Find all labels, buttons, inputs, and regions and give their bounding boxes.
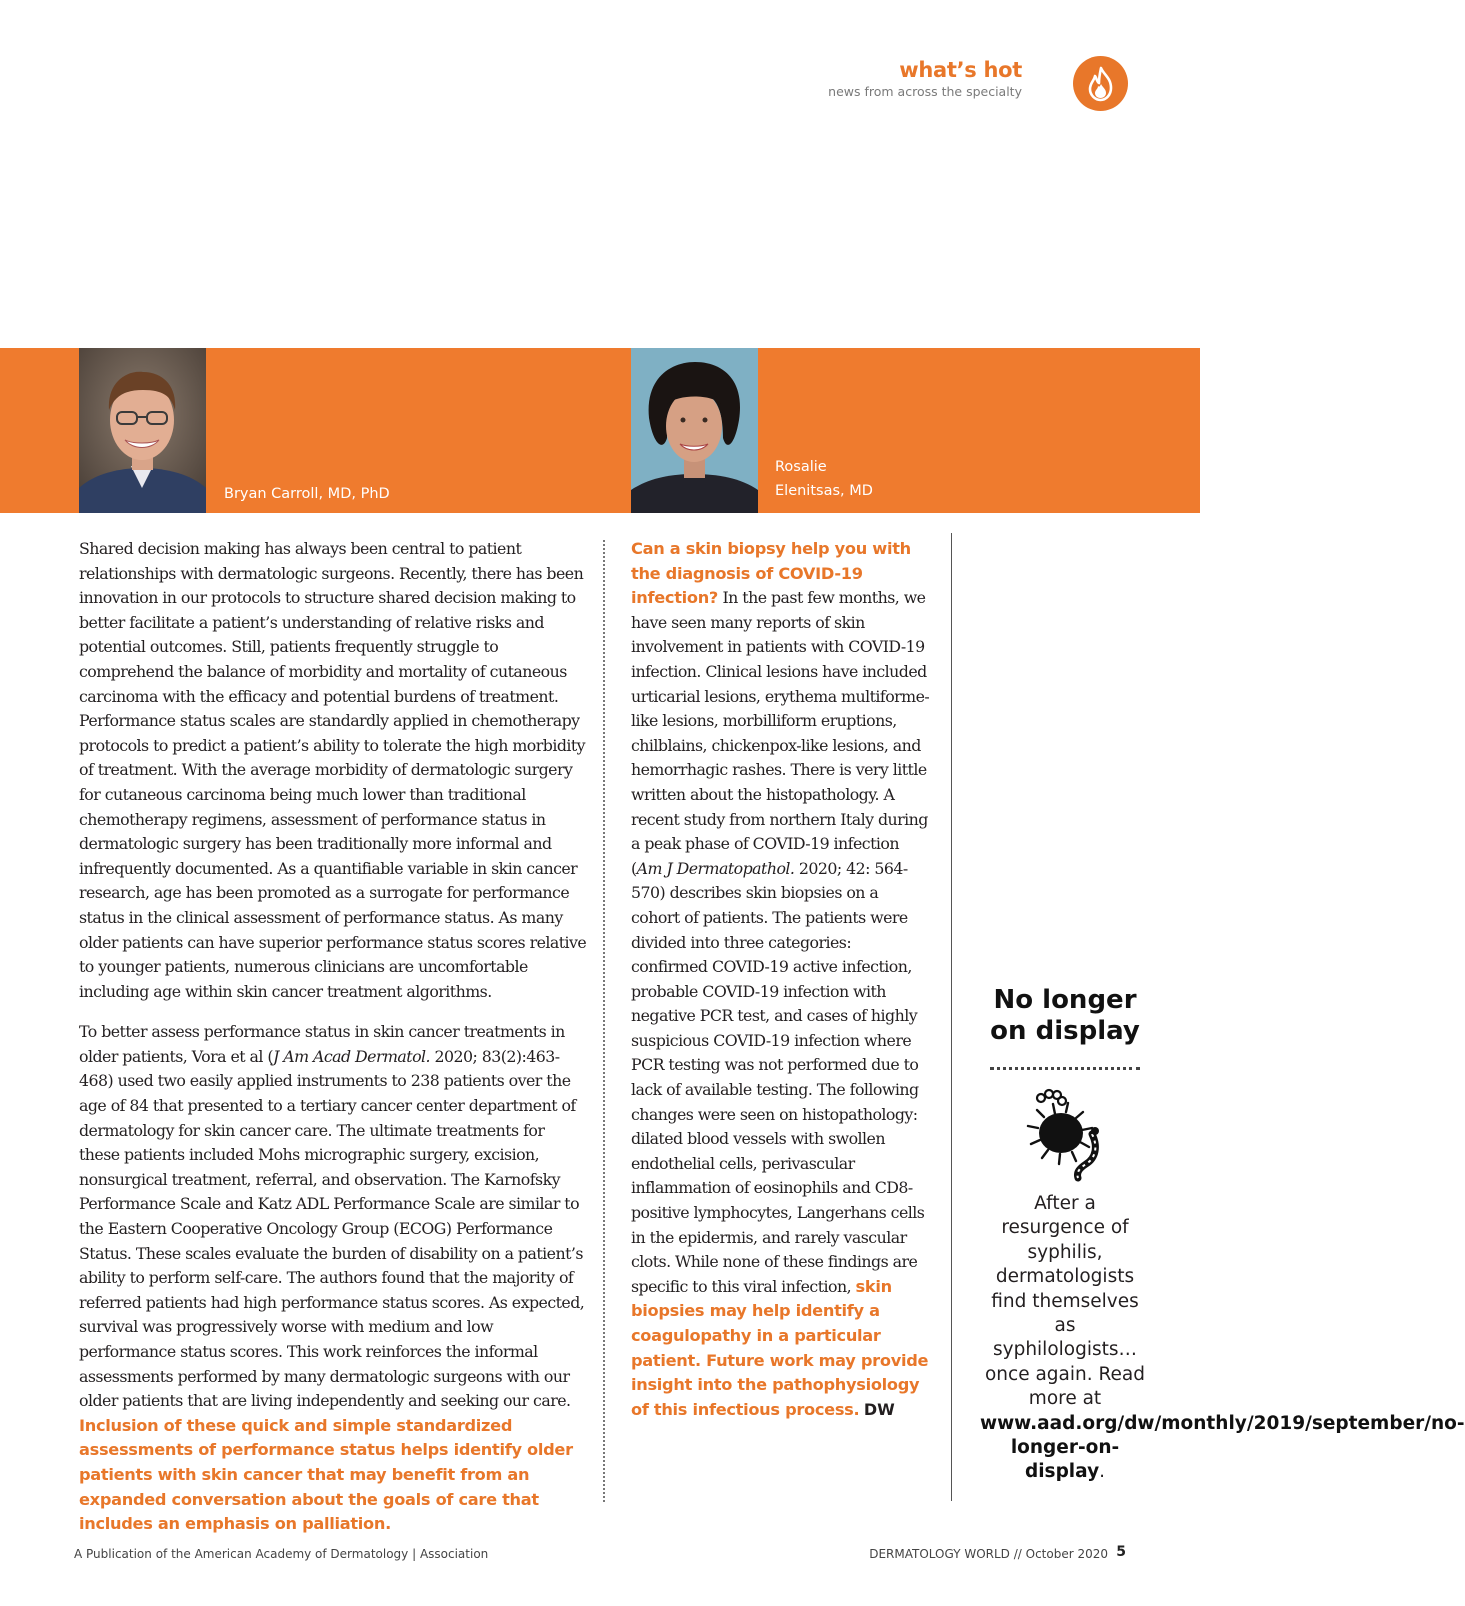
sidebar-link[interactable]: www.aad.org/dw/monthly/2019/september/no-longer-on-display (980, 1412, 1465, 1483)
author-name-line1: Rosalie (775, 459, 827, 475)
sidebar-title-line1: No longer (993, 985, 1137, 1015)
citation: Am J Dermatopathol. (636, 858, 795, 878)
flame-icon (1073, 56, 1128, 111)
sidebar-body: After a resurgence of syphilis, dermatologists find themselves as syphilologists… once again. Read more at (984, 1193, 1145, 1410)
article-middle (631, 537, 931, 1422)
author-photo-elenitsas (631, 348, 758, 513)
bacteria-icon (1010, 1084, 1120, 1180)
sidebar-divider (951, 533, 952, 1501)
sidebar (962, 985, 1465, 1485)
sidebar-title-line2: on display (990, 1016, 1140, 1046)
section-subtitle: news from across the specialty (828, 84, 1022, 99)
article-text: In the past few months, we have seen many reports of skin involvement in patients with COVID-19 infection. Clinical lesions have included urticarial lesions, erythema multiforme-like lesions, morbilliform eruptions, chilblains, chickenpox-like lesions, and hemorrhagic rashes. There is very little written about the histopathology. A recent study from northern Italy during a peak phase of COVID-19 infection ( (631, 588, 930, 878)
article-lead-question: Can a skin biopsy help you with the diagnosis of COVID-19 infection? (631, 539, 911, 608)
highlighted-conclusion: Inclusion of these quick and simple standardized assessments of performance status helps identify older patients with skin cancer that may benefit from an expanded conversation about the goals of care that includes an emphasis on palliation. (79, 1415, 573, 1534)
highlighted-conclusion: skin biopsies may help identify a coagulopathy in a particular patient. Future work may provide insight into the pathophysiology of this infectious process. (631, 1276, 929, 1419)
sidebar-title (962, 985, 1168, 1047)
article-left-paragraph-1: Shared decision making has always been central to patient relationships with dermatologic surgeons. Recently, there has been innovation in our protocols to structure shared decision making to better facilitate a patient’s understanding of relative risks and potential outcomes. Still, patients frequently struggle to comprehend the balance of morbidity and mortality of cutaneous carcinoma with the efficacy and potential burdens of treatment. Performance status scales are standardly applied in chemotherapy protocols to predict a patient’s ability to tolerate the high morbidity of treatment. With the average morbidity of dermatologic surgery for cutaneous carcinoma being much lower than traditional chemotherapy regimens, assessment of performance status in dermatologic surgery has been traditionally more informal and infrequently documented. As a quantifiable variable in skin cancer research, age has been promoted as a surrogate for performance status in the clinical assessment of performance status. As many older patients can have superior performance status scores relative to younger patients, numerous clinicians are uncomfortable including age within skin cancer treatment algorithms. (79, 539, 587, 1001)
citation: J Am Acad Dermatol. (272, 1046, 430, 1066)
section-header (828, 58, 1022, 99)
author-photo-carroll (79, 348, 206, 513)
article-text: 2020; 42: 564-570) describes skin biopsies on a cohort of patients. The patients were divided into three categories: confirmed COVID-19 active infection, probable COVID-19 infection with negative PCR test, and cases of highly suspicious COVID-19 infection where PCR testing was not performed due to lack of available testing. The following changes were seen on histopathology: dilated blood vessels with swollen endothelial cells, perivascular inflammation of eosinophils and CD8-positive lymphocytes, Langerhans cells in the epidermis, and rarely vascular clots. While none of these findings are specific to this viral infection, (631, 858, 925, 1296)
dotted-separator (990, 1067, 1140, 1070)
footer-issue: DERMATOLOGY WORLD // October 2020 (869, 1547, 1108, 1561)
article-left (79, 537, 589, 1537)
author-name-carroll: Bryan Carroll, MD, PhD (224, 486, 390, 502)
column-divider (603, 540, 605, 1502)
footer-publisher: A Publication of the American Academy of Dermatology | Association (74, 1547, 489, 1561)
sidebar-text-end: . (1099, 1461, 1106, 1483)
end-mark: DW (863, 1399, 895, 1419)
article-left-paragraph-2 (79, 1020, 589, 1536)
sidebar-text (980, 1192, 1465, 1485)
page-number: 5 (1116, 1544, 1126, 1560)
article-text: 2020; 83(2):463-468) used two easily applied instruments to 238 patients over the age of 84 that presented to a tertiary cancer center department of dermatology for skin cancer care. The ultimate treatments for these patients included Mohs micrographic surgery, excision, nonsurgical treatment, referral, and observation. The Karnofsky Performance Scale and Katz ADL Performance Scale are similar to the Eastern Cooperative Oncology Group (ECOG) Performance Status. These scales evaluate the burden of disability on a patient’s ability to perform self-care. The authors found that the majority of referred patients had high performance status scores. As expected, survival was progressively worse with medium and low performance status scores. This work reinforces the informal assessments performed by many dermatologic surgeons with our older patients that are living independently and seeking our care. (79, 1046, 585, 1411)
article-middle-paragraph (631, 537, 931, 1422)
section-title: what’s hot (899, 58, 1022, 82)
author-name-line2: Elenitsas, MD (775, 483, 873, 499)
author-name-elenitsas (775, 455, 915, 503)
article-text: To better assess performance status in skin cancer treatments in older patients, Vora et al ( (79, 1022, 565, 1066)
